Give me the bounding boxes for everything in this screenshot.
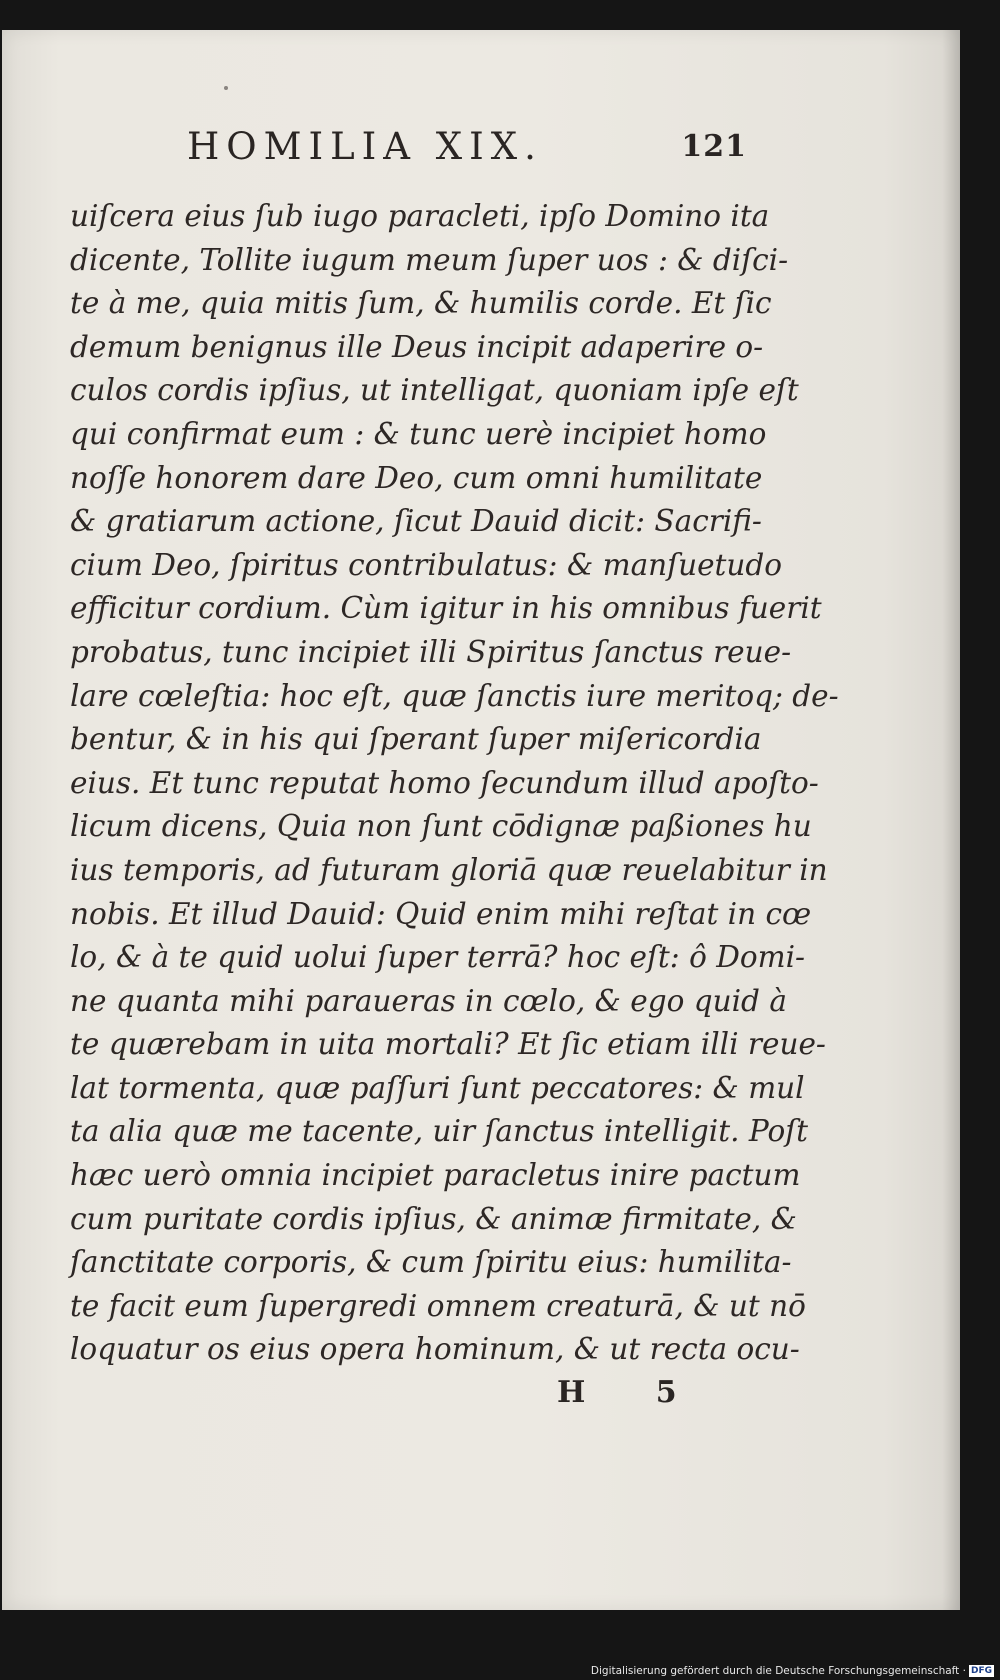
text-line: te facit eum ſupergredi omnem creaturā, & ut nō bbox=[70, 1288, 806, 1323]
digitization-credit bbox=[591, 1665, 994, 1677]
text-line: lat tormenta, quæ paſſuri ſunt peccatores: & mul bbox=[70, 1070, 805, 1105]
text-line: & gratiarum actione, ſicut Dauid dicit: Sacrifi- bbox=[70, 504, 762, 539]
credit-text: Digitalisierung gefördert durch die Deutsche Forschungsgemeinschaft · bbox=[590, 1665, 966, 1677]
text-line: bentur, & in his qui ſperant ſuper miſericordia bbox=[70, 722, 762, 757]
text-line: hæc uerò omnia incipiet paracletus inire pactum bbox=[70, 1158, 801, 1193]
text-line: ſanctitate corporis, & cum ſpiritu eius: humilita- bbox=[70, 1245, 792, 1280]
dfg-logo-icon: DFG bbox=[970, 1666, 992, 1676]
text-line: cium Deo, ſpiritus contribulatus: & manſuetudo bbox=[70, 547, 783, 582]
page-edge-shadow bbox=[942, 30, 960, 1610]
text-line: ta alia quæ me tacente, uir ſanctus intelligit. Poſt bbox=[70, 1114, 809, 1149]
page-header bbox=[187, 125, 747, 185]
text-line: te à me, quia mitis ſum, & humilis corde. Et ſic bbox=[70, 286, 772, 321]
text-line: cum puritate cordis ipſius, & animæ firmitate, & bbox=[70, 1201, 797, 1236]
text-line: qui confirmat eum : & tunc uerè incipiet homo bbox=[70, 416, 767, 451]
book-page bbox=[2, 30, 960, 1610]
signature-mark: H 5 bbox=[557, 1375, 707, 1410]
text-line: demum benignus ille Deus incipit adaperire o- bbox=[70, 329, 764, 364]
text-line: lare cœleſtia: hoc eſt, quæ ſanctis iure meritoq; de- bbox=[70, 678, 839, 713]
text-line: te quærebam in uita mortali? Et ſic etiam illi reue- bbox=[70, 1027, 826, 1062]
text-line: nobis. Et illud Dauid: Quid enim mihi reſtat in cœ bbox=[70, 896, 812, 931]
paper-speck bbox=[224, 86, 228, 90]
text-line: noſſe honorem dare Deo, cum omni humilitate bbox=[70, 460, 763, 495]
text-line: dicente, Tollite iugum meum ſuper uos : & diſci- bbox=[70, 242, 789, 277]
text-line: lo, & à te quid uolui ſuper terrā? hoc eſt: ô Domi- bbox=[70, 940, 805, 975]
text-line: probatus, tunc incipiet illi Spiritus ſanctus reue- bbox=[70, 634, 792, 669]
folio-number: 121 bbox=[681, 129, 747, 164]
text-line: culos cordis ipſius, ut intelligat, quoniam ipſe eſt bbox=[70, 373, 799, 408]
text-line: ne quanta mihi paraueras in cœlo, & ego quid à bbox=[70, 983, 787, 1018]
text-line: licum dicens, Quia non ſunt cōdignæ paßiones hu bbox=[70, 809, 812, 844]
text-line: efficitur cordium. Cùm igitur in his omnibus fuerit bbox=[70, 591, 822, 626]
text-line: eius. Et tunc reputat homo ſecundum illud apoſto- bbox=[70, 765, 819, 800]
text-line: loquatur os eius opera hominum, & ut recta ocu- bbox=[70, 1332, 800, 1367]
text-line: uiſcera eius ſub iugo paracleti, ipſo Domino ita bbox=[70, 199, 770, 233]
running-head: HOMILIA XIX. bbox=[187, 125, 543, 168]
body-text bbox=[70, 195, 839, 1372]
text-line: ius temporis, ad futuram gloriā quæ reuelabitur in bbox=[70, 852, 828, 887]
